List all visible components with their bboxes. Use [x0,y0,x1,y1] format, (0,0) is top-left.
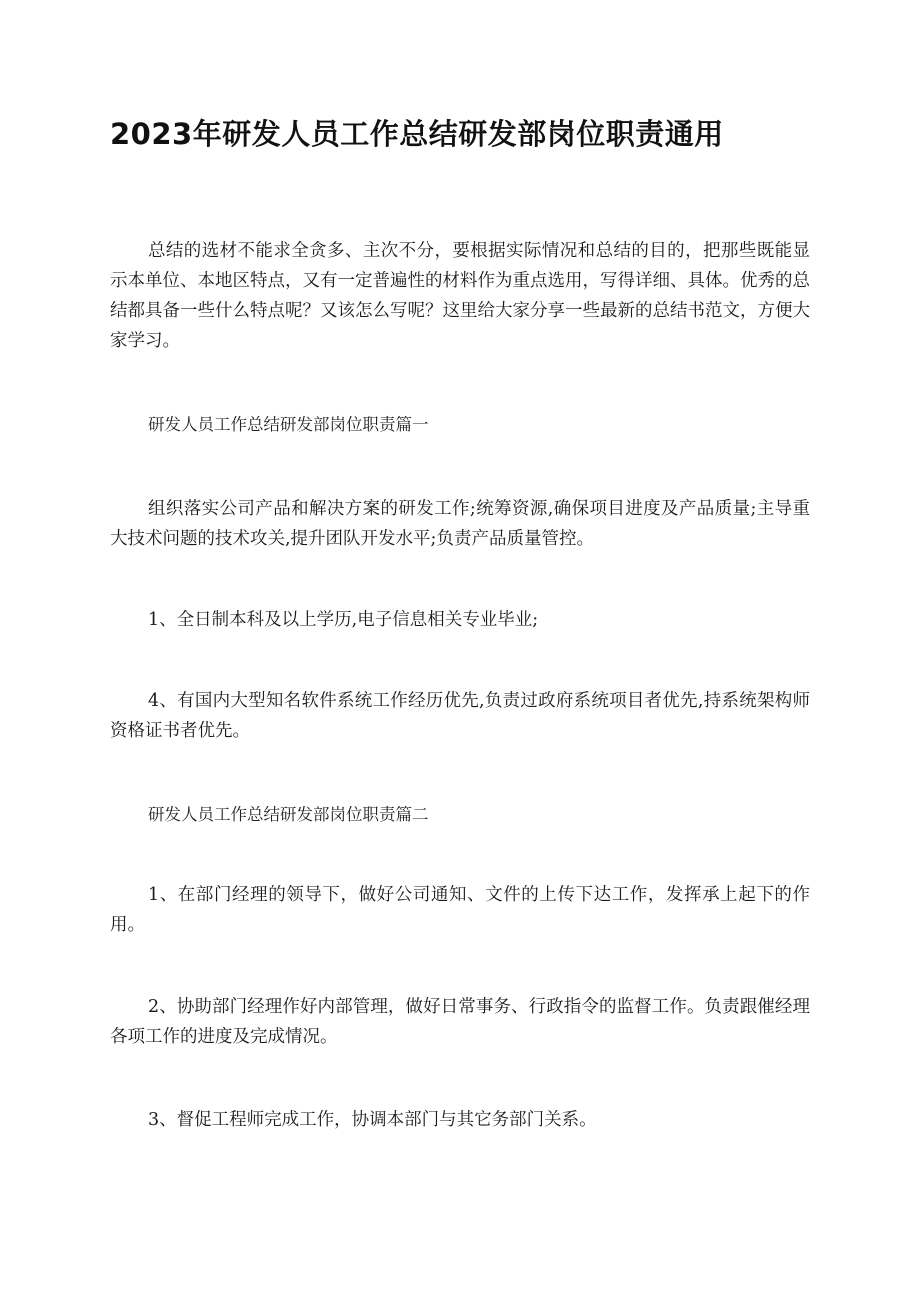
section1-item-4: 4、有国内大型知名软件系统工作经历优先,负责过政府系统项目者优先,持系统架构师资格证书者优先。 [110,691,810,741]
section-heading-part1: 研发人员工作总结研发部岗位职责篇一 [148,415,429,434]
document-title: 2023年研发人员工作总结研发部岗位职责通用 [110,117,724,151]
section-heading-part2: 研发人员工作总结研发部岗位职责篇二 [148,805,429,824]
section1-summary-paragraph: 组织落实公司产品和解决方案的研发工作;统筹资源,确保项目进度及产品质量;主导重大技术问题的技术攻关,提升团队开发水平;负责产品质量管控。 [110,499,810,549]
section2-item-3: 3、督促工程师完成工作，协调本部门与其它务部门关系。 [148,1110,597,1130]
section2-item-1: 1、在部门经理的领导下，做好公司通知、文件的上传下达工作，发挥承上起下的作用。 [110,885,810,935]
intro-paragraph: 总结的选材不能求全贪多、主次不分，要根据实际情况和总结的目的，把那些既能显示本单位、本地区特点，又有一定普遍性的材料作为重点选用，写得详细、具体。优秀的总结都具备一些什么特点呢？又该怎么写呢？这里给大家分享一些最新的总结书范文，方便大家学习。 [110,241,810,351]
section1-item-1: 1、全日制本科及以上学历,电子信息相关专业毕业; [148,610,539,630]
section2-item-2: 2、协助部门经理作好内部管理，做好日常事务、行政指令的监督工作。负责跟催经理各项工作的进度及完成情况。 [110,997,810,1047]
